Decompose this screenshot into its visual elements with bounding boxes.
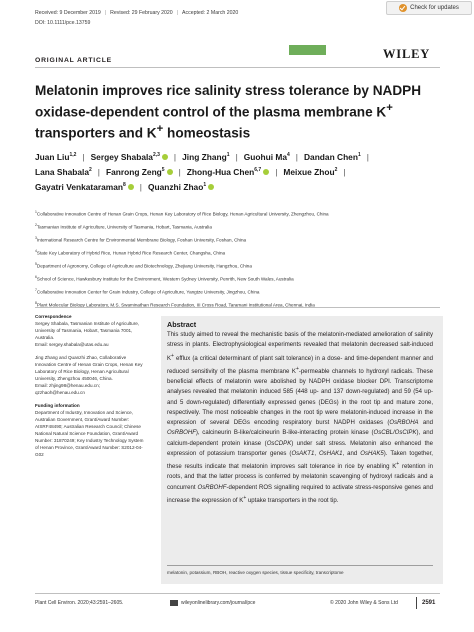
- correspondence-column: [35, 313, 145, 464]
- author[interactable]: Fanrong Zeng$^5$: [105, 167, 165, 178]
- orcid-icon[interactable]: [263, 169, 269, 175]
- check-for-updates-button[interactable]: [386, 1, 472, 15]
- title-line-3-end: homeostasis: [163, 125, 251, 141]
- header-divider: [35, 67, 440, 68]
- doi[interactable]: DOI: 10.1111/pce.13759: [35, 20, 91, 26]
- title-line-1: Melatonin improves rice salinity stress tolerance by NADPH: [35, 83, 422, 98]
- author[interactable]: Meixue Zhou$^2$: [283, 167, 338, 178]
- funding-heading: Funding information: [35, 403, 80, 408]
- affiliation: $^4$State Key Laboratory of Hybrid Rice, Hunan Hybrid Rice Research Center, Changsha, China: [35, 248, 226, 256]
- received-date: Received: 9 December 2019: [35, 10, 101, 16]
- affiliations: [35, 207, 445, 311]
- author[interactable]: Zhong-Hua Chen$^{6,7}$: [186, 167, 262, 178]
- keywords-divider: [167, 565, 433, 566]
- publisher-logo: WILEY: [383, 47, 431, 61]
- page-number: 2591: [422, 600, 436, 606]
- affiliation: $^8$Plant Molecular Biology Laboratory, M.S. Swaminathan Research Foundation, III Cross Road, Taramani Institutional Area, Chennai, India: [35, 300, 315, 308]
- author[interactable]: Sergey Shabala$^{2,3}$: [90, 151, 160, 162]
- author[interactable]: Dandan Chen$^1$: [303, 151, 361, 162]
- article-title: [35, 83, 445, 142]
- author[interactable]: Juan Liu$^{1,2}$: [35, 151, 77, 162]
- author[interactable]: Quanzhi Zhao$^1$: [147, 182, 207, 193]
- journal-logo: [289, 45, 326, 55]
- author[interactable]: Jing Zhang$^1$: [182, 151, 230, 162]
- article-dates: Received: 9 December 2019 | Revised: 29 February 2020 | Accepted: 2 March 2020: [35, 10, 239, 16]
- section-divider: [35, 307, 440, 308]
- orcid-icon[interactable]: [128, 184, 134, 190]
- abstract-text: This study aimed to reveal the mechanistic basis of the melatonin-mediated amelioration of salinity stress in plants. Electrophysiological experiments revealed that melatonin decreased salt-induced K+ efflux (a critical determinant of plant salt tolerance) in a dose- and time-dependent manner and reduced sensitivity of the plasma membrane K+-permeable channels to hydroxyl radicals. These beneficial effects of melatonin were abolished by NADPH oxidase blocker DPI. Transcriptome analyses revealed that melatonin induced 585 (448 up- and 137 down-regulated) and 59 (54 up- and 5 down-regulated) differentially expressed genes (DEGs) in the root tip and mature zone, respectively. The most noticeable changes in the root tip were melatonin-induced increase in the expression of several DEGs encoding respiratory burst NADPH oxidases (OsRBOHA and OsRBOHF), calcineurin B-like/calcineurin B-like-interacting protein kinase (OsCBL/OsCIPK), and calcium-dependent protein kinase (OsCDPK) under salt stress. Melatonin also enhanced the expression of potassium transporter genes (OsAKT1, OsHAK1, and OsHAK5). Taken together, these results indicate that melatonin improves salt tolerance in rice by enabling K+ retention in roots, and that the latter process is conferred by melatonin scavenging of hydroxyl radicals and a concurrent OsRBOHF-dependent ROS signalling required to activate stress-responsive genes and increase the expression of K+ uptake transporters in the root tip.: [167, 332, 434, 504]
- orcid-icon[interactable]: [167, 169, 173, 175]
- correspondence-email[interactable]: Email: sergey.shabala@utas.edu.au: [35, 342, 109, 347]
- page-number-divider: [416, 597, 417, 609]
- accepted-date: Accepted: 2 March 2020: [182, 10, 239, 16]
- correspondence-email[interactable]: Email: zhjing98@henau.edu.cn; qzzhaoh@henau.edu.cn: [35, 383, 100, 395]
- correspondence-text: Sergey Shabala, Tasmanian Institute of Agriculture, University of Tasmania, Hobart, Tasmania 7001, Australia.: [35, 321, 140, 340]
- footer-divider: [35, 593, 440, 594]
- orcid-icon[interactable]: [162, 154, 168, 160]
- article-type: ORIGINAL ARTICLE: [35, 57, 112, 64]
- title-sup: +: [156, 122, 164, 135]
- funding-text: Department of Industry, Innovation and Science, Australian Government, Grant/Award Number: AISRF48490; Australian Research Council; Chinese National Natural Science Foundation, Grant/Award Number: 31870249; Key Industry Technology System of Henan Province, Grant/Award Number: S2012-04-G02: [35, 410, 144, 457]
- abstract-heading: Abstract: [167, 320, 197, 329]
- author[interactable]: Gayatri Venkataraman$^8$: [35, 182, 126, 193]
- author[interactable]: Lana Shabala$^2$: [35, 167, 92, 178]
- revised-date: Revised: 29 February 2020: [110, 10, 173, 16]
- title-line-2: oxidase-dependent control of the plasma membrane K: [35, 104, 387, 120]
- author[interactable]: Guohui Ma$^4$: [243, 151, 290, 162]
- affiliation: $^6$School of Science, Hawkesbury Institute for the Environment, Western Sydney University, Penrith, New South Wales, Australia: [35, 274, 294, 282]
- journal-citation: Plant Cell Environ. 2020;43:2591–2605.: [35, 600, 124, 606]
- title-sup: +: [386, 101, 393, 114]
- correspondence-heading: Correspondence: [35, 314, 72, 319]
- journal-url[interactable]: wileyonlinelibrary.com/journal/pce: [181, 600, 256, 606]
- check-updates-label: Check for updates: [410, 5, 459, 11]
- affiliation: $^1$Collaborative Innovation Centre of Henan Grain Crops, Henan Key Laboratory of Rice Biology, Henan Agricultural University, Zhengzhou, China: [35, 210, 329, 217]
- orcid-icon[interactable]: [208, 184, 214, 190]
- wiley-online-library-icon: [170, 600, 178, 606]
- affiliation: $^3$International Research Centre for Environmental Membrane Biology, Foshan University, Foshan, China: [35, 235, 247, 243]
- correspondence-text: Jing Zhang and Quanzhi Zhao, Collaborative Innovation Centre of Henan Grain Crops, Henan Key Laboratory of Rice Biology, Henan Agricultural University, Zhengzhou 450046, China.: [35, 355, 143, 381]
- copyright: © 2020 John Wiley & Sons Ltd: [330, 600, 398, 606]
- affiliation: $^2$Tasmanian Institute of Agriculture, University of Tasmania, Hobart, Tasmania, Australia: [35, 222, 212, 230]
- title-line-3: transporters and K: [35, 125, 157, 141]
- check-updates-icon: [399, 4, 407, 12]
- keywords: melatonin, potassium, RBOH, reactive oxygen species, tissue specificity, transcriptome: [167, 570, 344, 575]
- affiliation: $^7$Collaborative Innovation Center for Grain Industry, College of Agriculture, Yangtze University, Jingzhou, China: [35, 287, 260, 295]
- affiliation: $^5$Department of Agronomy, College of Agriculture and Biotechnology, Zhejiang University, Hangzhou, China: [35, 261, 252, 269]
- author-list: Juan Liu$^{1,2}$ | Sergey Shabala$^{2,3}$ | Jing Zhang$^1$ | Guohui Ma$^4$ | Dandan Chen$^1$ | Lana Shabala$^2$ | Fanrong Zeng$^5$ | Zhong-Hua Chen$^{6,7}$ | Meixue Zhou$^2$ | Gayatri Venkataraman$^8$ | Quanzhi Zhao$^1$: [35, 151, 369, 193]
